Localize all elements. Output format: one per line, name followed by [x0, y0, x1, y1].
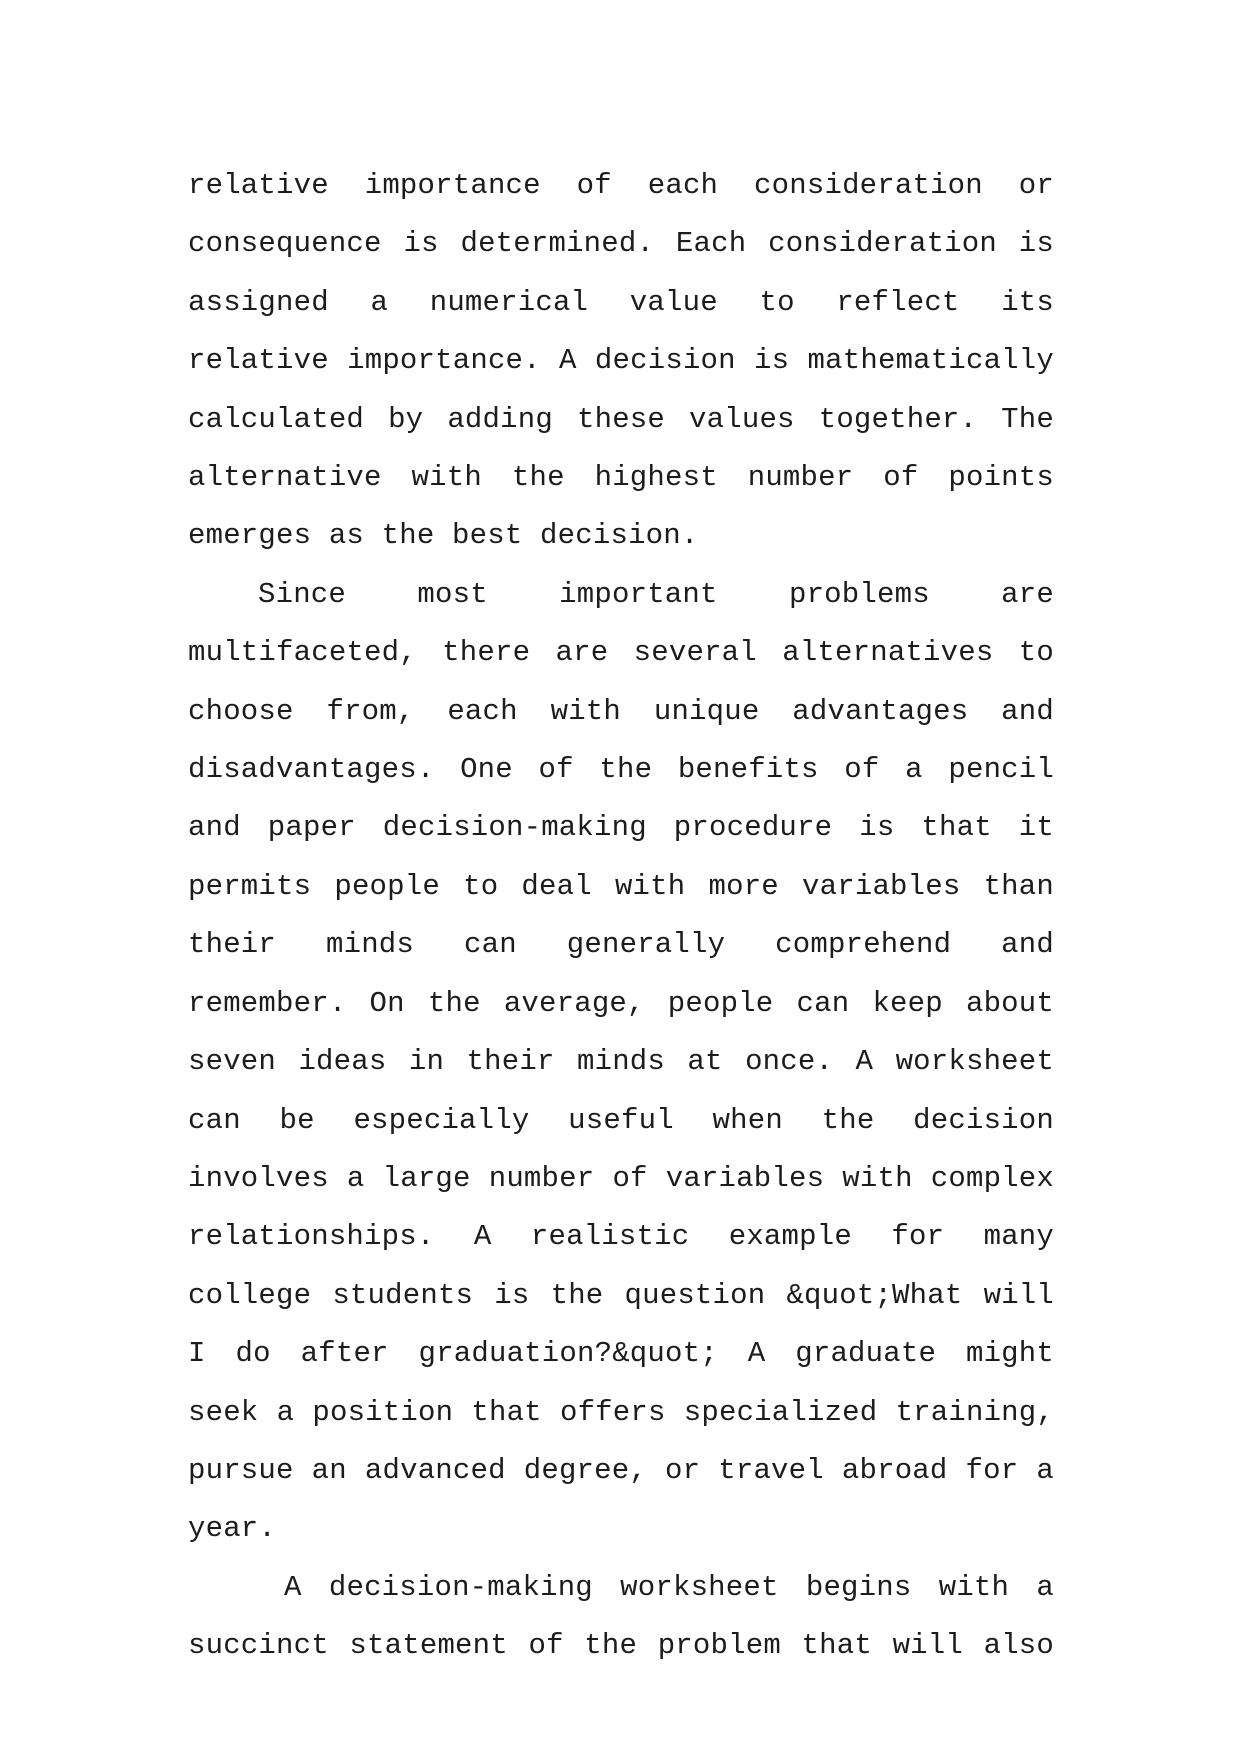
- paragraph-1: relative importance of each consideration or consequence is determined. Each consideration is assigned a numerical value to reflect its relative importance. A decision is mathematically calculated by adding these values together. The alternative with the highest number of points emerges as the best decision.: [188, 169, 1054, 553]
- text-column: [188, 157, 1054, 1676]
- paragraph-3: A decision-making worksheet begins with a succinct statement of the problem that will also: [188, 1570, 1054, 1663]
- paragraph-2: Since most important problems are multifaceted, there are several alternatives to choose from, each with unique advantages and disadvantages. One of the benefits of a pencil and paper decision-making procedure is that it permits people to deal with more variables than their minds can generally comprehend and remember. On the average, people can keep about seven ideas in their minds at once. A worksheet can be especially useful when the decision involves a large number of variables with complex relationships. A realistic example for many college students is the question &quot;What will I do after graduation?&quot; A graduate might seek a position that offers specialized training, pursue an advanced degree, or travel abroad for a year.: [188, 577, 1054, 1546]
